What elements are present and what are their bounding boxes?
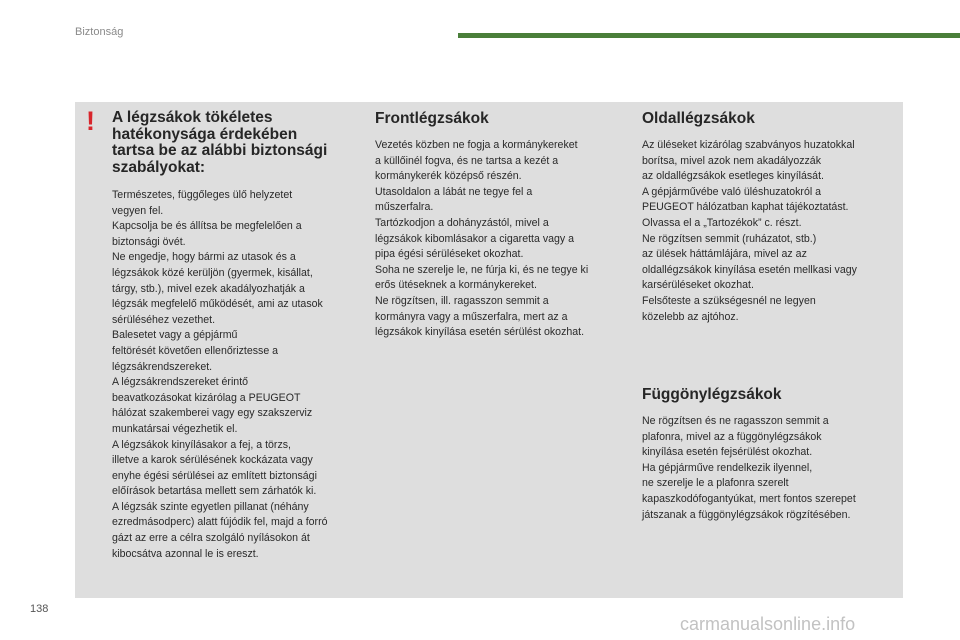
safety-rules-text: Természetes, függőleges ülő helyzetet vegyen fel. Kapcsolja be és állítsa be megfelelően a biztonsági övét. Ne engedje, hogy bármi az utasok és a légzsákok közé kerüljön (gyermek, kisállat, tárgy, stb.), mivel ezek akadályozhatják a légzsák megfelelő működését, ami az utasok sérüléséhez vezethet. Balesetet vagy a gépjármű feltörését követően ellenőriztesse a légzsákrendszereket. A légzsákrendszereket érintő beavatkozásokat kizárólag a PEUGEOT hálózat szakemberei vagy egy szakszerviz munkatársai végezhetik el. A légzsákok kinyílásakor a fej, a törzs, illetve a karok sérülésének kockázata vagy enyhe égési sérülései az említett biztonsági előírások betartása mellett sem zárhatók ki. A légzsák szinte egyetlen pillanat (néhány ezredmásodperc) alatt fújódik fel, majd a forró gázt az erre a célra szolgáló nyílásokon át kibocsátva azonnal le is ereszt. <box>112 189 328 560</box>
curtain-airbags-section <box>642 378 898 523</box>
safety-rules-heading: A légzsákok tökéletes hatékonysága érdekében tartsa be az alábbi biztonsági szabályokat: <box>112 109 328 176</box>
safety-rules-column <box>112 102 368 562</box>
front-airbags-text: Vezetés közben ne fogja a kormánykereket a küllőinél fogva, és ne tartsa a kezét a kormánykerék középső részén. Utasoldalon a lábát ne tegye fel a műszerfalra. Tartózkodjon a dohányzástól, mivel a légzsákok kibomlásakor a cigaretta vagy a pipa égési sérüléseket okozhat. Soha ne szerelje le, ne fúrja ki, és ne tegye ki erős ütéseknek a kormánykereket. Ne rögzítsen, ill. ragasszon semmit a kormányra vagy a műszerfalra, mert az a légzsákok kinyílása esetén sérülést okozhat. <box>375 139 589 339</box>
watermark: carmanualsonline.info <box>680 614 856 634</box>
side-airbags-heading: Oldallégzsákok <box>642 110 755 127</box>
page-number: 138 <box>30 603 49 615</box>
side-airbags-column <box>642 102 898 521</box>
curtain-airbags-heading: Függönylégzsákok <box>642 386 782 403</box>
curtain-airbags-text: Ne rögzítsen és ne ragasszon semmit a plafonra, mivel az a függönylégzsákok kinyílása esetén fejsérülést okozhat. Ha gépjárműve rendelkezik ilyennel, ne szerelje le a plafonra szerelt kapaszkodófogantyúkat, mert fontos szerepet játszanak a függönylégzsákok rögzítésében. <box>642 415 856 521</box>
side-airbags-text: Az üléseket kizárólag szabványos huzatokkal borítsa, mivel azok nem akadályozzák az oldallégzsákok esetleges kinyílását. A gépjárművébe való üléshuzatokról a PEUGEOT hálózatban kaphat tájékoztatást. Olvassa el a „Tartozékok” c. részt. Ne rögzítsen semmit (ruházatot, stb.) az ülések háttámlájára, mivel az az oldallégzsákok kinyílása esetén mellkasi vagy karsérüléseket okozhat. Felsőteste a szükségesnél ne legyen közelebb az ajtóhoz. <box>642 139 857 323</box>
warning-icon: ! <box>86 106 95 136</box>
content-panel <box>75 102 903 598</box>
section-label: Biztonság <box>75 26 124 38</box>
front-airbags-column <box>375 102 627 341</box>
front-airbags-heading: Frontlégzsákok <box>375 110 489 127</box>
header-accent-bar <box>458 33 960 38</box>
